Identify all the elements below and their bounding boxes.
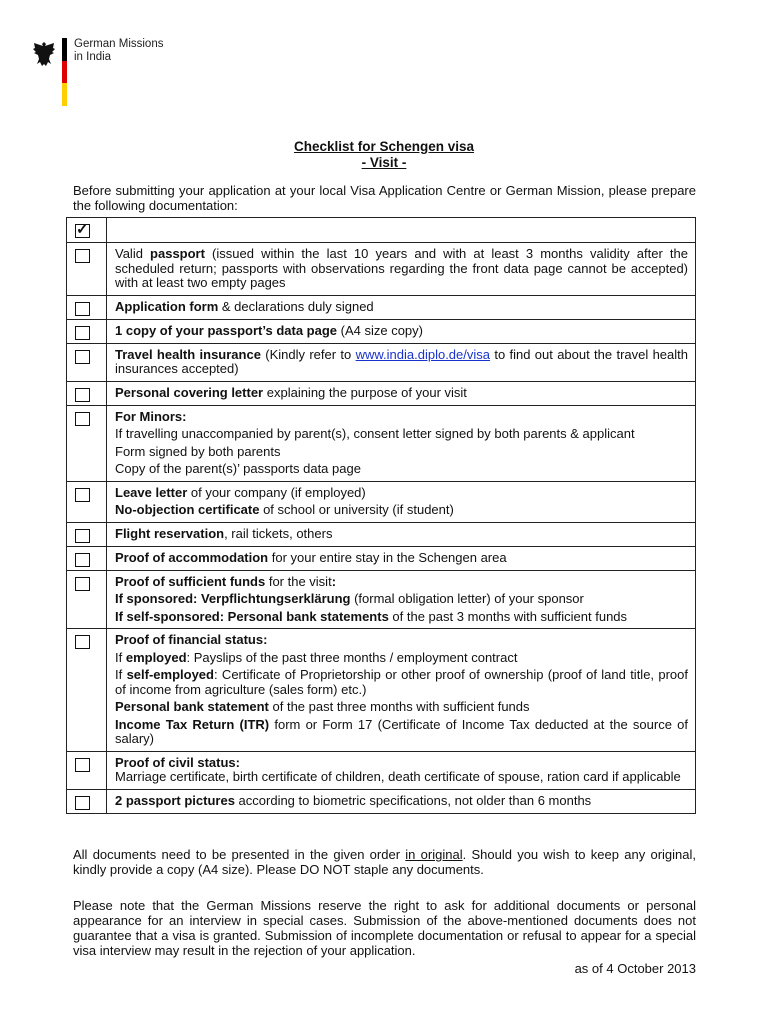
checklist-item-text: If sponsored: Verpflichtungserklärung (formal obligation letter) of your sponsor <box>115 591 584 606</box>
checklist-item-text: If self-employed: Certificate of Proprietorship or other proof of ownership (proof of land title, proof of income from agriculture (sales form) etc.) <box>115 667 688 697</box>
checkbox[interactable] <box>75 326 90 340</box>
checkbox[interactable] <box>75 553 90 567</box>
checklist-item-text: No-objection certificate of school or university (if student) <box>115 502 454 517</box>
checklist-item-text: Personal bank statement of the past three months with sufficient funds <box>115 699 530 714</box>
checklist-row <box>67 789 696 813</box>
checklist-row <box>67 570 696 629</box>
german-flag-bar <box>62 38 67 106</box>
checkbox[interactable] <box>75 577 90 591</box>
checklist-item-text: If self-sponsored: Personal bank statements of the past 3 months with sufficient funds <box>115 608 628 624</box>
checklist-item-text: If employed: Payslips of the past three months / employment contract <box>115 649 518 665</box>
checklist-item-text: For Minors: <box>115 408 187 424</box>
checklist-item-text: If travelling unaccompanied by parent(s), consent letter signed by both parents & applicant <box>115 426 635 441</box>
checklist-item-text: Proof of civil status: <box>115 754 240 770</box>
checkbox[interactable] <box>75 412 90 426</box>
document-date: as of 4 October 2013 <box>574 961 696 976</box>
checklist-row <box>67 546 696 570</box>
title-line-2: - Visit - <box>361 155 407 170</box>
checkbox[interactable] <box>75 302 90 316</box>
checklist-item-text: 2 passport pictures according to biometric specifications, not older than 6 months <box>115 792 592 808</box>
checklist-item-text: Leave letter of your company (if employed) <box>115 484 366 500</box>
checklist-row <box>67 381 696 405</box>
checkbox[interactable] <box>75 529 90 543</box>
checklist-header-row <box>67 218 696 243</box>
checklist-row <box>67 405 696 481</box>
checkbox[interactable] <box>75 758 90 772</box>
page-title <box>0 139 768 171</box>
disclaimer-note: Please note that the German Missions reserve the right to ask for additional documents or personal appearance for an interview in special cases. Submission of the above-mentioned documents does not guarantee that a visa is granted. Submission of incomplete documentation or refusal to appear for a special visa interview may result in the rejection of your application. <box>73 898 696 958</box>
checklist-item-text: Form signed by both parents <box>115 443 281 459</box>
checklist-row <box>67 343 696 381</box>
checked-box-icon <box>75 224 90 238</box>
checklist-row <box>67 751 696 789</box>
checkbox[interactable] <box>75 796 90 810</box>
checklist-row <box>67 629 696 752</box>
checkbox[interactable] <box>75 388 90 402</box>
checklist-item-text: Valid passport (issued within the last 10 years and with at least 3 months validity after the scheduled return; passports with observations regarding the front data page cannot be accepted) with at least two empty pages <box>115 246 688 290</box>
checklist-item-text: 1 copy of your passport’s data page (A4 size copy) <box>115 322 423 338</box>
order-note: All documents need to be presented in the given order in original. Should you wish to keep any original, kindly provide a copy (A4 size). Please DO NOT staple any documents. <box>73 847 696 877</box>
checklist-item-text: Copy of the parent(s)’ passports data page <box>115 461 361 476</box>
title-line-1: Checklist for Schengen visa <box>293 139 475 154</box>
checklist-item-text: Proof of sufficient funds for the visit: <box>115 573 337 589</box>
checklist-row <box>67 319 696 343</box>
checklist-table <box>66 217 696 814</box>
intro-paragraph: Before submitting your application at your local Visa Application Centre or German Mission, please prepare the following documentation: <box>73 183 696 213</box>
visa-info-link[interactable]: www.india.diplo.de/visa <box>355 346 490 362</box>
letterhead <box>32 38 163 106</box>
checkbox[interactable] <box>75 635 90 649</box>
federal-eagle-icon <box>32 40 56 68</box>
checkbox[interactable] <box>75 488 90 502</box>
checklist-row <box>67 522 696 546</box>
checkbox[interactable] <box>75 249 90 263</box>
organization-name: German Missions in India <box>74 38 164 63</box>
checklist-item-text: Flight reservation, rail tickets, others <box>115 525 333 541</box>
checklist-item-text: Personal covering letter explaining the purpose of your visit <box>115 384 467 400</box>
checklist-item-text: Application form & declarations duly signed <box>115 298 374 314</box>
checklist-item-text: Proof of accommodation for your entire stay in the Schengen area <box>115 549 507 565</box>
checklist-item-text: Proof of financial status: <box>115 632 268 647</box>
checklist-row <box>67 243 696 296</box>
checklist-item-text: Travel health insurance (Kindly refer to www.india.diplo.de/visa to find out about the travel health insurances accepted) <box>115 346 688 376</box>
checklist-row <box>67 481 696 522</box>
checkbox[interactable] <box>75 350 90 364</box>
checklist-row <box>67 295 696 319</box>
checklist-item-text: Income Tax Return (ITR) form or Form 17 (Certificate of Income Tax deducted at the source of salary) <box>115 716 688 746</box>
checklist-item-text: Marriage certificate, birth certificate of children, death certificate of spouse, ration card if applicable <box>115 769 681 784</box>
